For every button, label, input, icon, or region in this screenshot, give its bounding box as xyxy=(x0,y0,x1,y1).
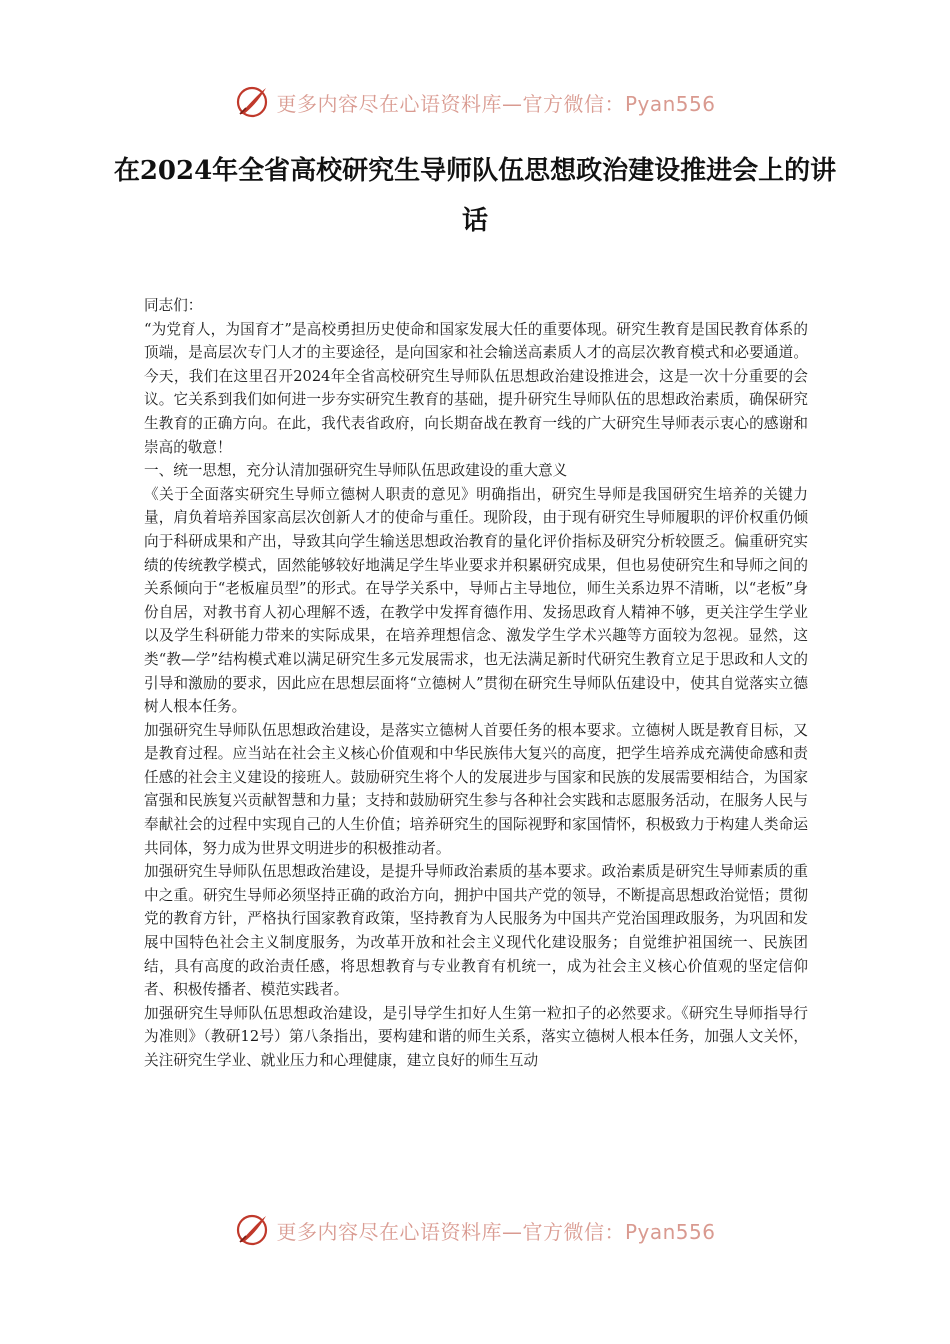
page-title: 在2024年全省高校研究生导师队伍思想政治建设推进会上的讲话 xyxy=(113,156,837,236)
paragraph: 加强研究生导师队伍思想政治建设，是提升导师政治素质的基本要求。政治素质是研究生导师素质的重中之重。研究生导师必须坚持正确的政治方向，拥护中国共产党的领导，不断提高思想政治觉悟；贯彻党的教育方针，严格执行国家教育政策，坚持教育为人民服务为中国共产党治国理政服务，为巩固和发展中国特色社会主义制度服务，为改革开放和社会主义现代化建设服务；自觉维护祖国统一、民族团结，具有高度的政治责任感，将思想教育与专业教育有机统一，成为社会主义核心价值观的坚定信仰者、积极传播者、模范实践者。 xyxy=(144,863,808,999)
watermark-text: 更多内容尽在心语资料库—官方微信：Pyan556 xyxy=(276,1219,716,1244)
document-body xyxy=(144,294,808,1073)
paragraph: 加强研究生导师队伍思想政治建设，是引导学生扣好人生第一粒扣子的必然要求。《研究生导师指导行为准则》（教研12号）第八条指出，要构建和谐的师生关系，落实立德树人根本任务，加强人文关怀，关注研究生学业、就业压力和心理健康，建立良好的师生互动 xyxy=(144,1004,808,1069)
quill-pen-logo-icon xyxy=(234,84,270,120)
salutation: 同志们： xyxy=(144,297,203,314)
quill-pen-logo-icon xyxy=(234,1212,270,1248)
paragraph-intro: “为党育人，为国育才”是高校勇担历史使命和国家发展大任的重要体现。研究生教育是国民教育体系的顶端，是高层次专门人才的主要途径，是向国家和社会输送高素质人才的高层次教育模式和必要通道。今天，我们在这里召开2024年全省高校研究生导师队伍思想政治建设推进会，这是一次十分重要的会议。它关系到我们如何进一步夯实研究生教育的基础，提升研究生导师队伍的思想政治素质，确保研究生教育的正确方向。在此，我代表省政府，向长期奋战在教育一线的广大研究生导师表示衷心的感谢和崇高的敬意！ xyxy=(144,320,808,456)
watermark-text: 更多内容尽在心语资料库—官方微信：Pyan556 xyxy=(276,91,716,116)
paragraph: 加强研究生导师队伍思想政治建设，是落实立德树人首要任务的根本要求。立德树人既是教育目标，又是教育过程。应当站在社会主义核心价值观和中华民族伟大复兴的高度，把学生培养成充满使命感和责任感的社会主义建设的接班人。鼓励研究生将个人的发展进步与国家和民族的发展需要相结合，为国家富强和民族复兴贡献智慧和力量；支持和鼓励研究生参与各种社会实践和志愿服务活动，在服务人民与奉献社会的过程中实现自己的人生价值；培养研究生的国际视野和家国情怀，积极致力于构建人类命运共同体，努力成为世界文明进步的积极推动者。 xyxy=(144,721,808,857)
watermark-bottom xyxy=(0,1210,950,1250)
watermark-top xyxy=(0,82,950,122)
section-heading-1: 一、统一思想，充分认清加强研究生导师队伍思政建设的重大意义 xyxy=(144,462,568,480)
paragraph: 《关于全面落实研究生导师立德树人职责的意见》明确指出，研究生导师是我国研究生培养的关键力量，肩负着培养国家高层次创新人才的使命与重任。现阶段，由于现有研究生导师履职的评价权重仍倾向于科研成果和产出，导致其向学生输送思想政治教育的量化评价指标及研究分析较匮乏。偏重研究实绩的传统教学模式，固然能够较好地满足学生毕业要求并积累研究成果，但也易使研究生和导师之间的关系倾向于“老板雇员型”的形式。在导学关系中，导师占主导地位，师生关系边界不清晰，以“老板”身份自居，对教书育人初心理解不透，在教学中发挥育德作用、发扬思政育人精神不够，更关注学生学业以及学生科研能力带来的实际成果，在培养理想信念、激发学生学术兴趣等方面较为忽视。显然，这类“教—学”结构模式难以满足研究生多元发展需求，也无法满足新时代研究生教育立足于思政和人文的引导和激励的要求，因此应在思想层面将“立德树人”贯彻在研究生导师队伍建设中，使其自觉落实立德树人根本任务。 xyxy=(144,485,808,716)
